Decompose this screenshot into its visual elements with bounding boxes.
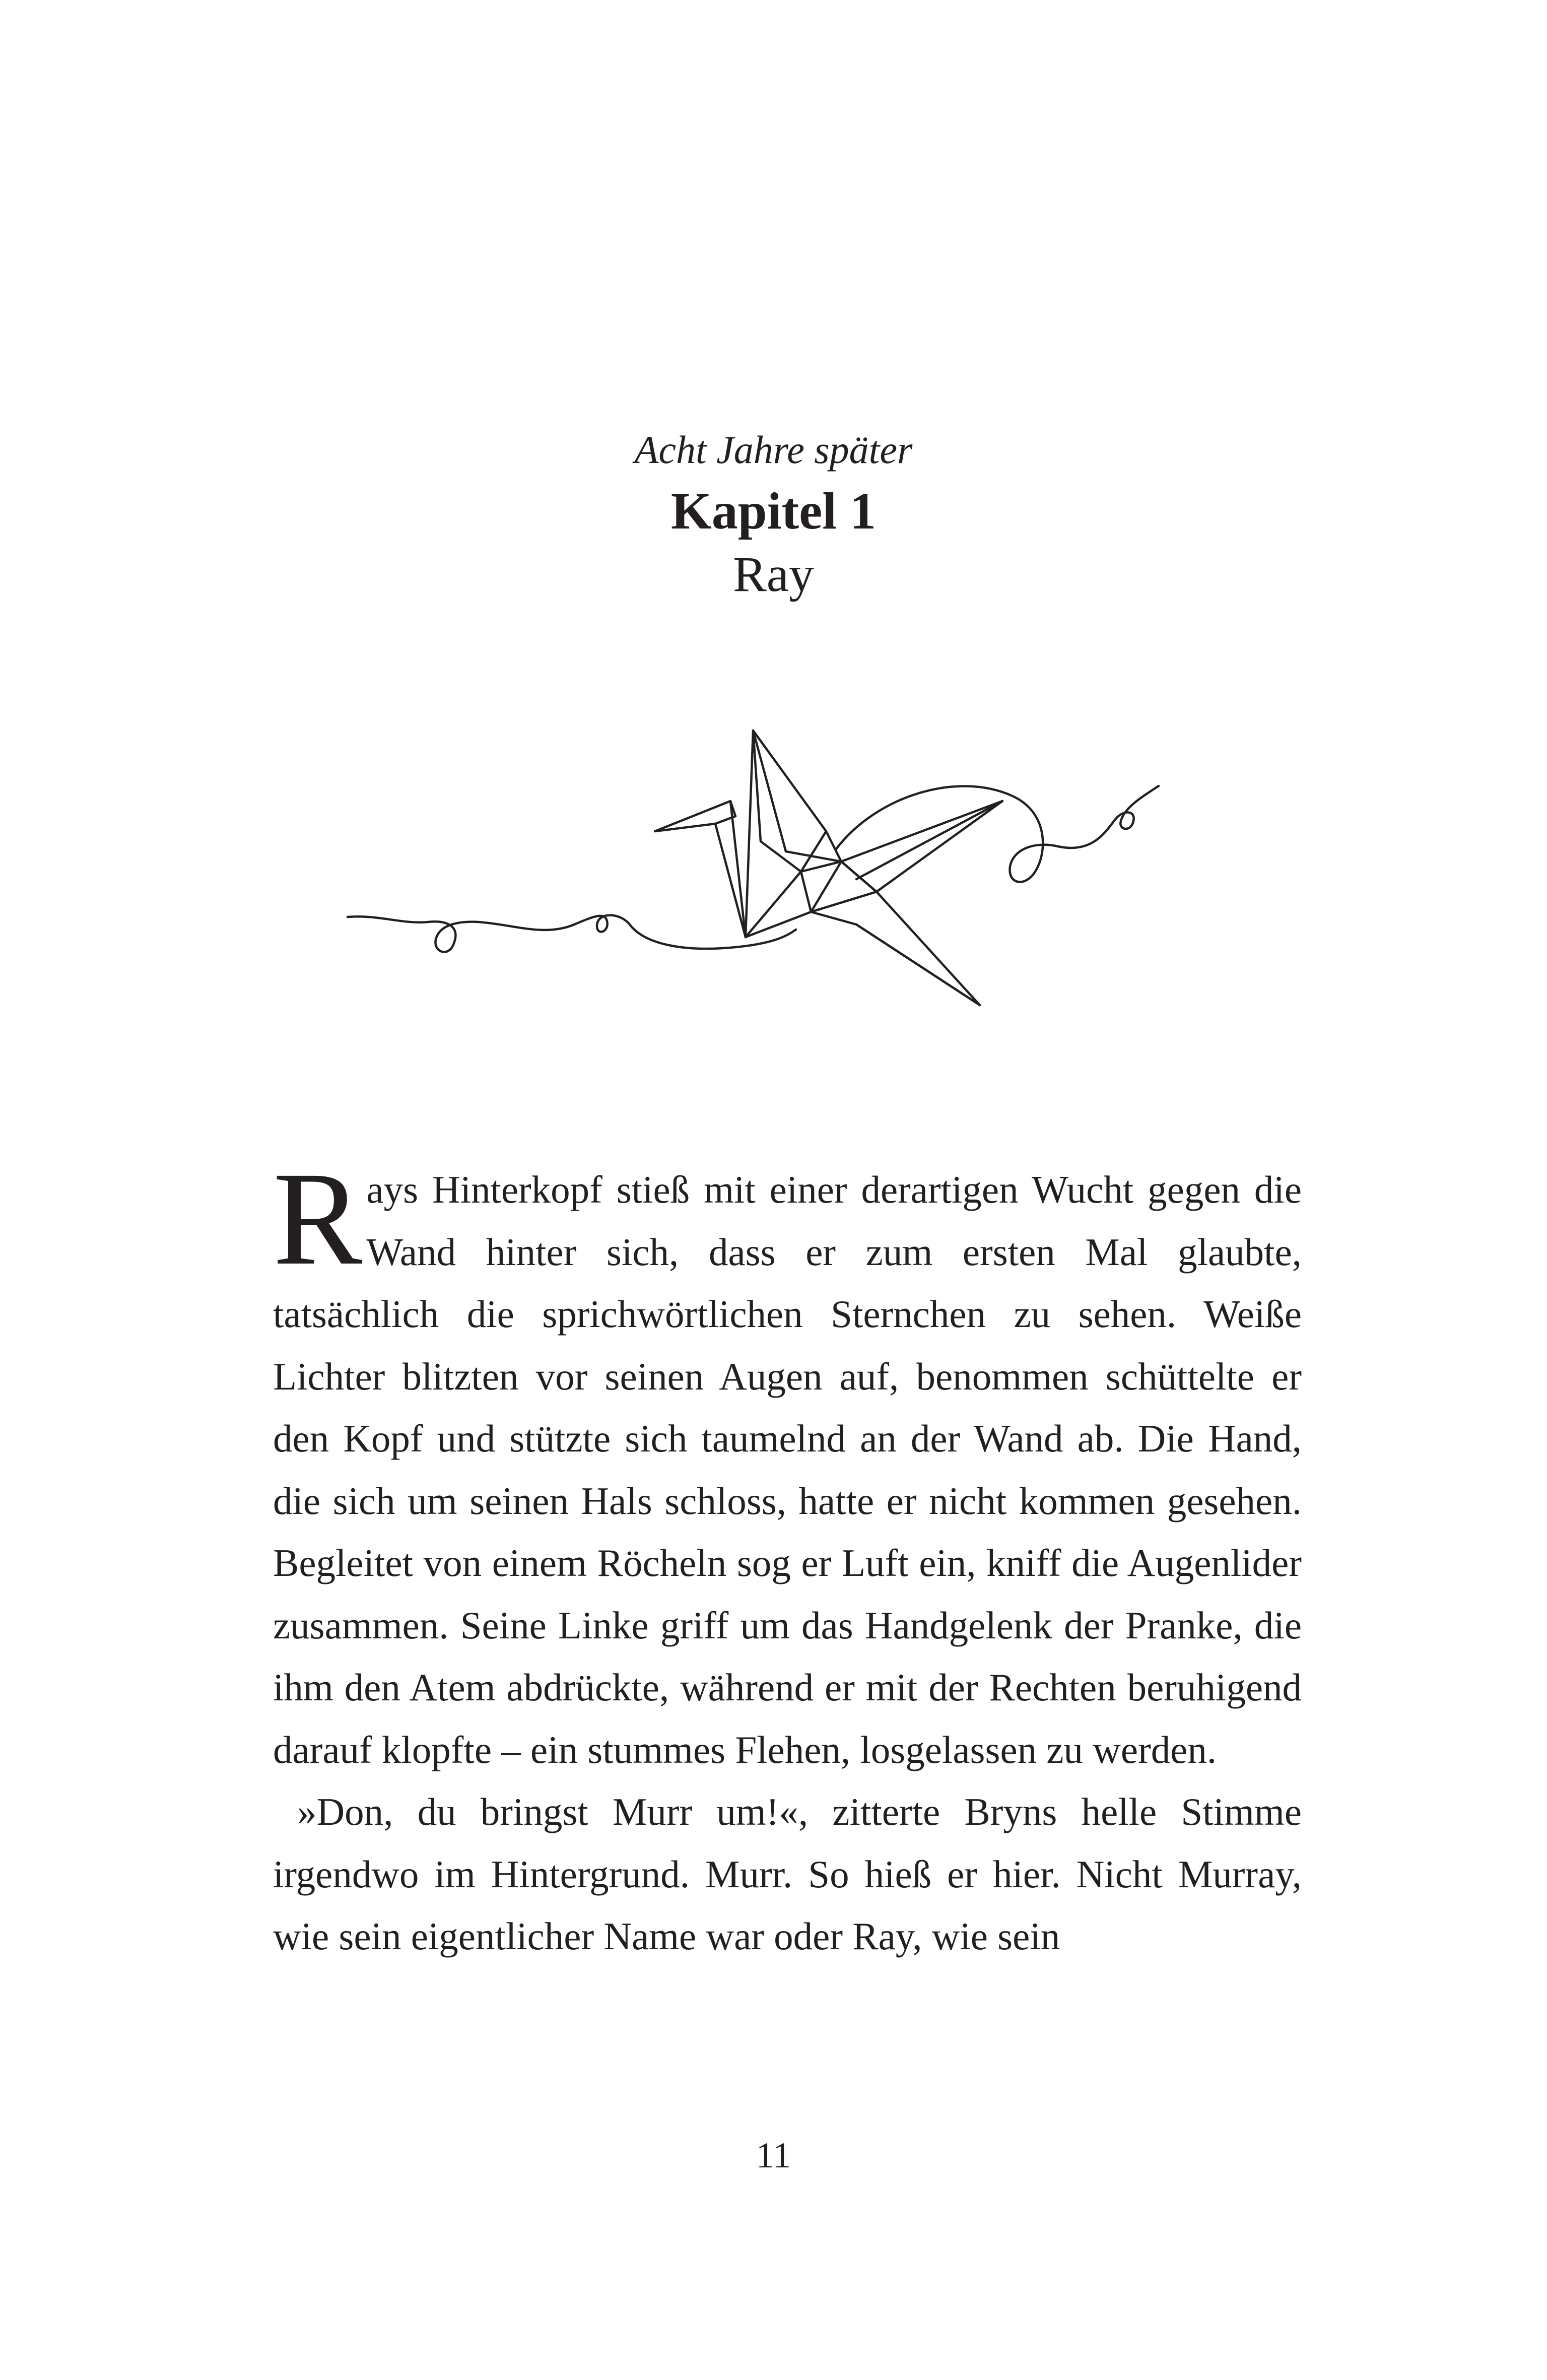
body-text: [273, 1144, 1302, 1968]
paragraph-2: »Don, du bringst Murr um!«, zitterte Bryns helle Stimme irgendwo im Hintergrund. Murr. So hieß er hier. Nicht Murray, wie sein eigentlicher Name war oder Ray, wie sein: [273, 1790, 1302, 1958]
page-number: 11: [756, 2135, 791, 2175]
chapter-subtitle: Acht Jahre später: [634, 428, 913, 472]
drop-cap: R: [273, 1144, 363, 1293]
paragraph-1-text: ays Hinterkopf stieß mit einer derartigen Wucht gegen die Wand hinter sich, dass er zum ersten Mal glaubte, tatsächlich die sprichwörtlichen Sternchen zu sehen. Weiße Lichter blitzten vor seinen Augen auf, benommen schüttelte er den Kopf und stützte sich taumelnd an der Wand ab. Die Hand, die sich um seinen Hals schloss, hatte er nicht kommen gesehen. Begleitet von einem Röcheln sog er Luft ein, kniff die Augenlider zusammen. Seine Linke griff um das Handgelenk der Pranke, die ihm den Atem abdrückte, während er mit der Rechten beruhigend darauf klopfte – ein stummes Flehen, losgelassen zu werden.: [273, 1168, 1302, 1771]
chapter-character-name: Ray: [732, 546, 815, 602]
paragraph-1: [273, 1144, 1302, 1781]
chapter-title: Kapitel 1: [670, 482, 877, 540]
origami-crane-icon: [332, 650, 1239, 1013]
